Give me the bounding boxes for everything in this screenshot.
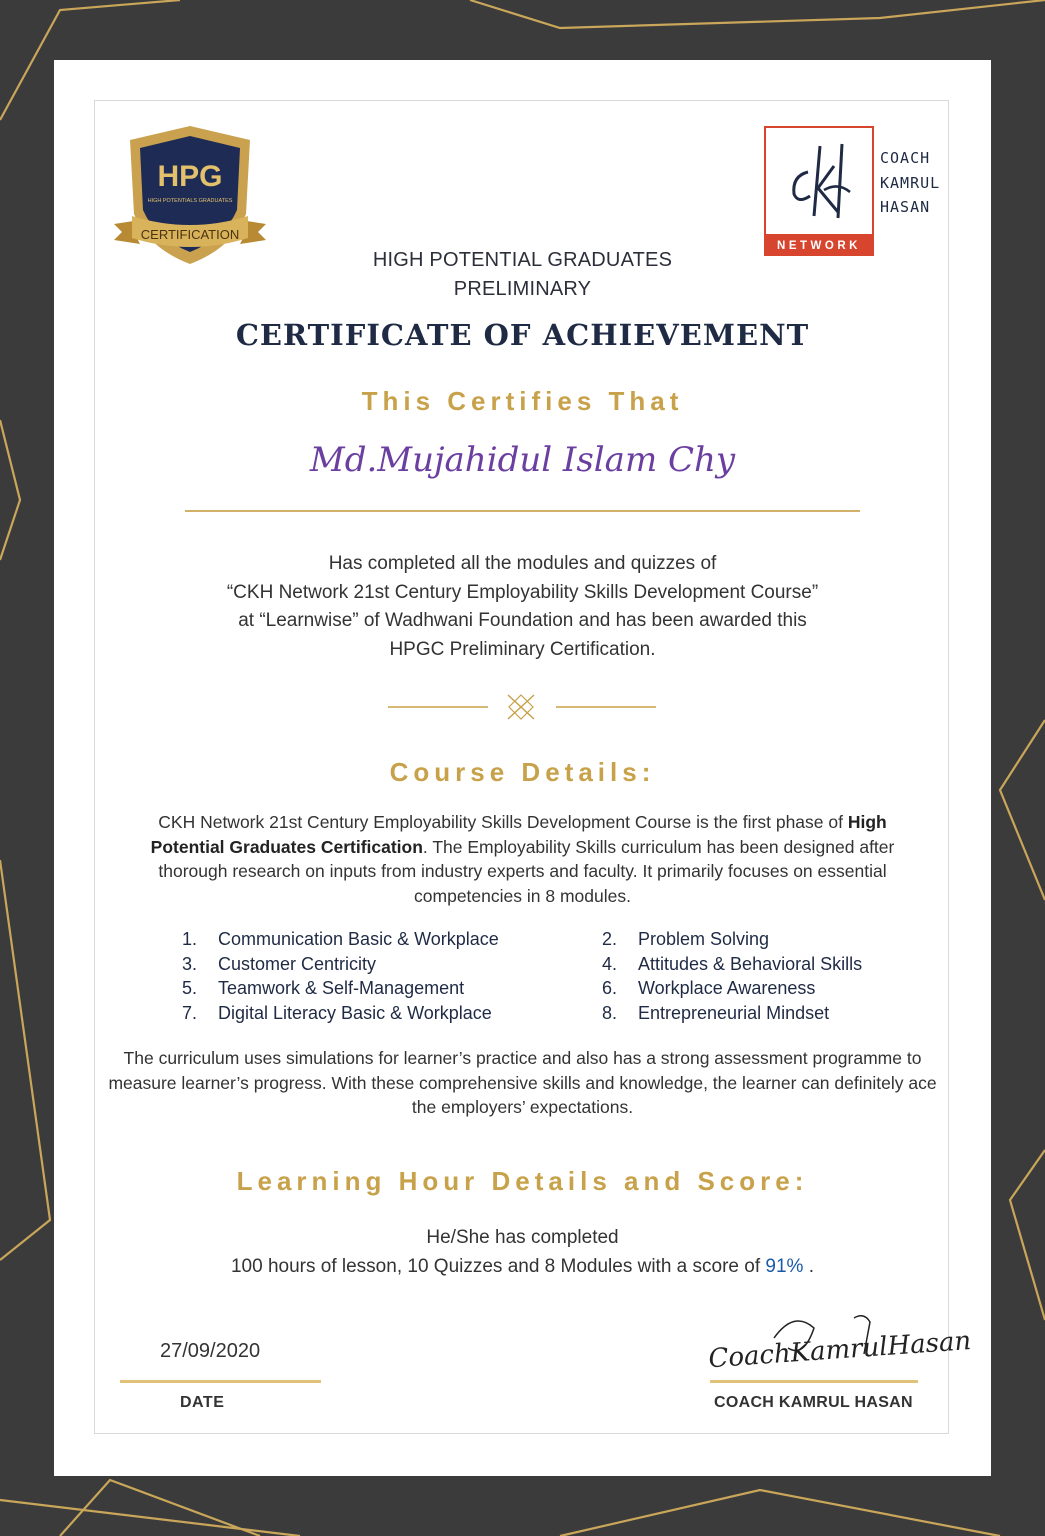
learning-hours-text	[114, 1224, 931, 1281]
learning-hours-heading: Learning Hour Details and Score:	[236, 1166, 809, 1196]
ckh-logo-name	[880, 146, 940, 220]
module-list	[182, 927, 912, 1025]
ckh-monogram	[784, 138, 856, 224]
badge-ribbon-text: CERTIFICATION	[140, 227, 240, 242]
module-item: 3. Customer Centricity	[182, 953, 377, 974]
completion-line-4: HPGC Preliminary Certification.	[389, 638, 656, 660]
badge-title: HPG	[157, 160, 223, 193]
date-label: DATE	[180, 1394, 225, 1411]
completion-line-3: at “Learnwise” of Wadhwani Foundation and has been awarded this	[238, 610, 807, 631]
curriculum-description: The curriculum uses simulations for learner’s practice and also has a strong assessment programme to measure learner’s progress. With these comprehensive skills and knowledge, the learner can definitely ace the employers’ expectations.	[108, 1048, 937, 1117]
ornamental-divider	[388, 692, 658, 722]
course-desc-part-2: . The Employability Skills curriculum has been designed after thorough research on inputs from industry experts and faculty. It primarily focuses on essential competencies in 8 modules.	[158, 836, 895, 906]
completion-line-1: Has completed all the modules and quizzes of	[328, 553, 717, 574]
hours-line-2: 100 hours of lesson, 10 Quizzes and 8 Modules with a score of 91% .	[230, 1255, 814, 1277]
logo-line-3: HASAN	[880, 198, 931, 216]
badge-subtitle: HIGH POTENTIALS GRADUATES	[147, 198, 233, 204]
course-desc-bold: High Potential Graduates Certification	[150, 812, 887, 857]
certifies-heading: This Certifies That	[361, 386, 684, 416]
signature	[704, 1308, 973, 1378]
program-name	[54, 246, 991, 304]
module-item: 6. Workplace Awareness	[602, 978, 816, 998]
course-desc-part-1: CKH Network 21st Century Employability Skills Development Course is the first phase of	[158, 812, 848, 832]
signer-name: COACH KAMRUL HASAN	[714, 1394, 913, 1411]
bg-line	[1000, 720, 1045, 900]
completion-statement	[114, 550, 931, 664]
score-value: 91%	[765, 1255, 804, 1277]
bg-line	[470, 0, 1045, 28]
logo-line-1: COACH	[880, 149, 931, 167]
program-line-1: HIGH POTENTIAL GRADUATES	[372, 249, 673, 271]
signature-text: CoachKamrulHasan	[707, 1326, 973, 1375]
recipient-name: Md.Mujahidul Islam Chy	[309, 440, 736, 480]
bg-line	[0, 1500, 300, 1536]
program-line-2: PRELIMINARY	[453, 278, 592, 300]
bg-line	[0, 420, 20, 560]
bg-line	[1010, 1150, 1045, 1320]
bg-line	[560, 1490, 1000, 1536]
recipient-underline	[185, 510, 860, 512]
module-item: 7. Digital Literacy Basic & Workplace	[182, 1002, 492, 1023]
logo-line-2: KAMRUL	[880, 173, 941, 192]
certificate-sheet	[54, 60, 991, 1476]
module-item: 8. Entrepreneurial Mindset	[602, 1002, 830, 1023]
ckh-network-logo	[764, 126, 942, 266]
module-item: 5. Teamwork & Self-Management	[182, 978, 465, 998]
ckh-logo-box	[764, 126, 874, 236]
ckh-network-bar: NETWORK	[764, 236, 874, 256]
completion-line-2: “CKH Network 21st Century Employability Skills Development Course”	[226, 581, 819, 603]
certificate-title: CERTIFICATE OF ACHIEVEMENT	[235, 318, 810, 352]
module-item: 1. Communication Basic & Workplace	[182, 929, 499, 949]
module-item: 4. Attitudes & Behavioral Skills	[602, 953, 863, 974]
bg-line	[0, 860, 50, 1260]
module-item: 2. Problem Solving	[602, 929, 770, 949]
date-underline	[120, 1380, 321, 1383]
course-description	[144, 810, 901, 908]
hours-line-1: He/She has completed	[426, 1227, 619, 1248]
issue-date: 27/09/2020	[160, 1340, 261, 1362]
course-details-heading: Course Details:	[389, 757, 656, 787]
signature-underline	[710, 1380, 918, 1383]
